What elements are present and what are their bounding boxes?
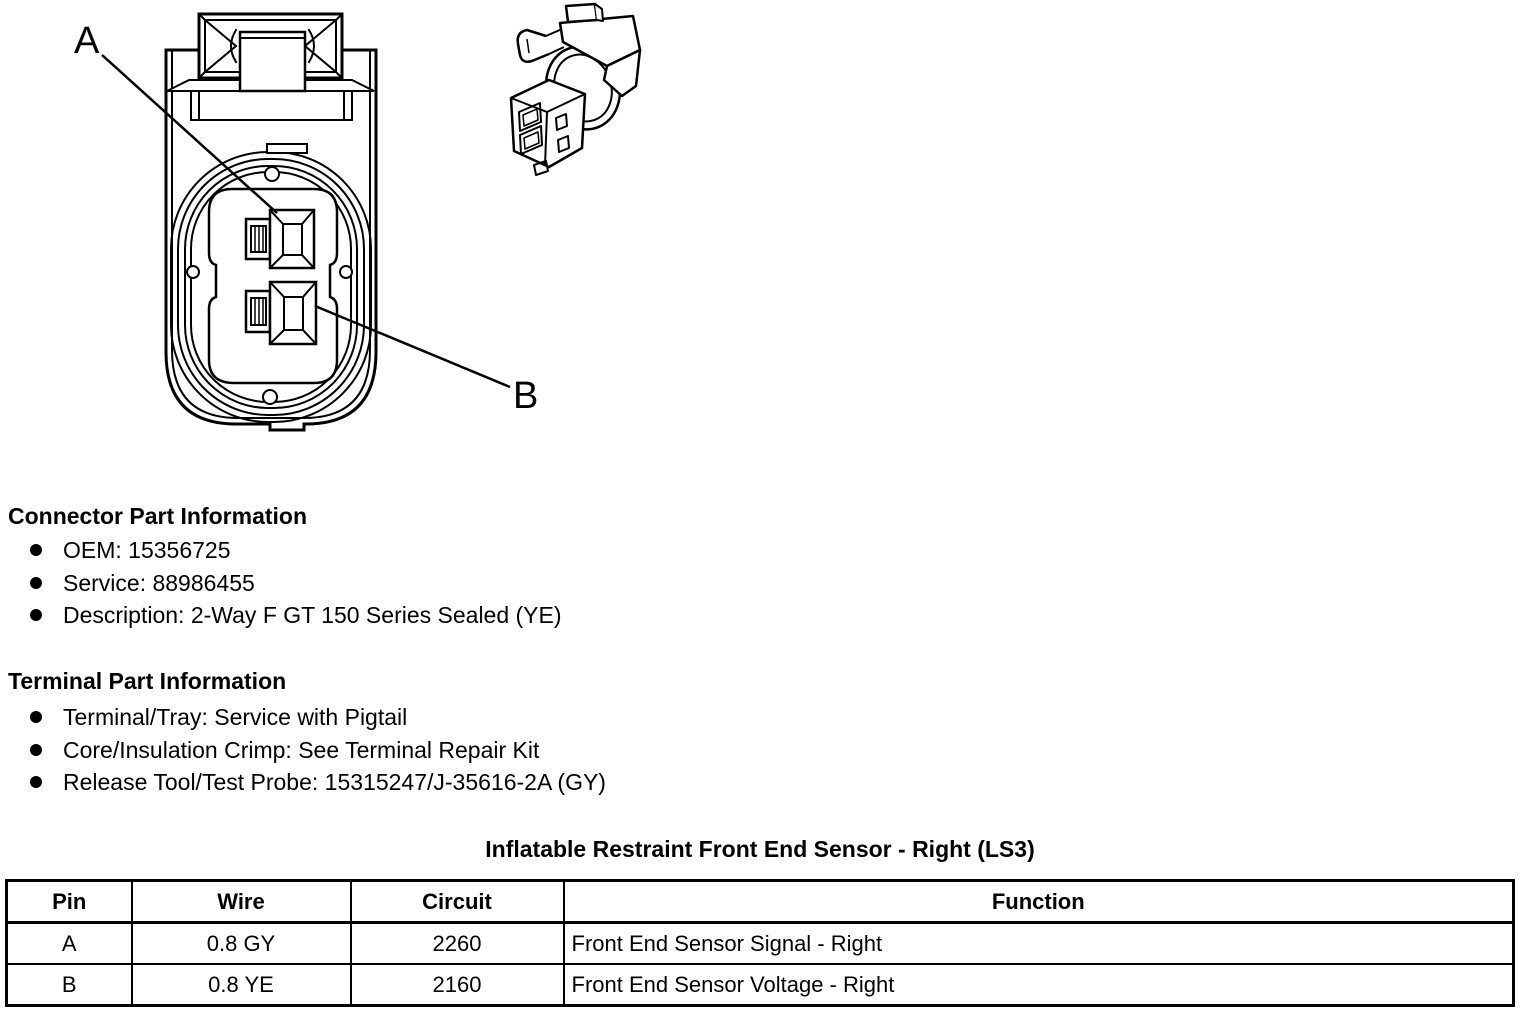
list-item-oem: OEM: 15356725: [29, 534, 562, 567]
terminal-cavity-a: [246, 210, 314, 268]
terminal-a-label: A: [74, 20, 100, 62]
cell-wire: 0.8 GY: [132, 923, 351, 965]
cell-circuit: 2160: [351, 964, 564, 1006]
column-header-function: Function: [564, 881, 1514, 923]
list-item-description: Description: 2-Way F GT 150 Series Sealed (YE): [29, 599, 562, 632]
table-header-row: [7, 881, 1514, 923]
connector-part-info-heading: Connector Part Information: [8, 503, 308, 530]
list-item-terminal-tray: Terminal/Tray: Service with Pigtail: [29, 701, 606, 734]
list-item-release-tool: Release Tool/Test Probe: 15315247/J-35616-2A (GY): [29, 766, 606, 799]
cell-pin: A: [7, 923, 132, 965]
terminal-b-label: B: [513, 375, 539, 417]
column-header-circuit: Circuit: [351, 881, 564, 923]
cell-wire: 0.8 YE: [132, 964, 351, 1006]
cell-pin: B: [7, 964, 132, 1006]
list-item-service: Service: 88986455: [29, 567, 562, 600]
list-item-core-insulation: Core/Insulation Crimp: See Terminal Repair Kit: [29, 734, 606, 767]
table-row: [7, 964, 1514, 1006]
cell-function: Front End Sensor Signal - Right: [564, 923, 1514, 965]
connector-part-info-list: [29, 534, 562, 632]
column-header-pin: Pin: [7, 881, 132, 923]
cell-function: Front End Sensor Voltage - Right: [564, 964, 1514, 1006]
pinout-table: [5, 879, 1515, 1007]
connector-diagram: [0, 0, 660, 445]
connector-3d-view: [511, 4, 640, 175]
column-header-wire: Wire: [132, 881, 351, 923]
cell-circuit: 2260: [351, 923, 564, 965]
terminal-part-info-heading: Terminal Part Information: [8, 668, 287, 695]
connector-face-view: [166, 14, 376, 430]
pinout-table-title: Inflatable Restraint Front End Sensor - Right (LS3): [485, 836, 1035, 862]
terminal-part-info-list: [29, 701, 606, 799]
table-row: [7, 923, 1514, 965]
